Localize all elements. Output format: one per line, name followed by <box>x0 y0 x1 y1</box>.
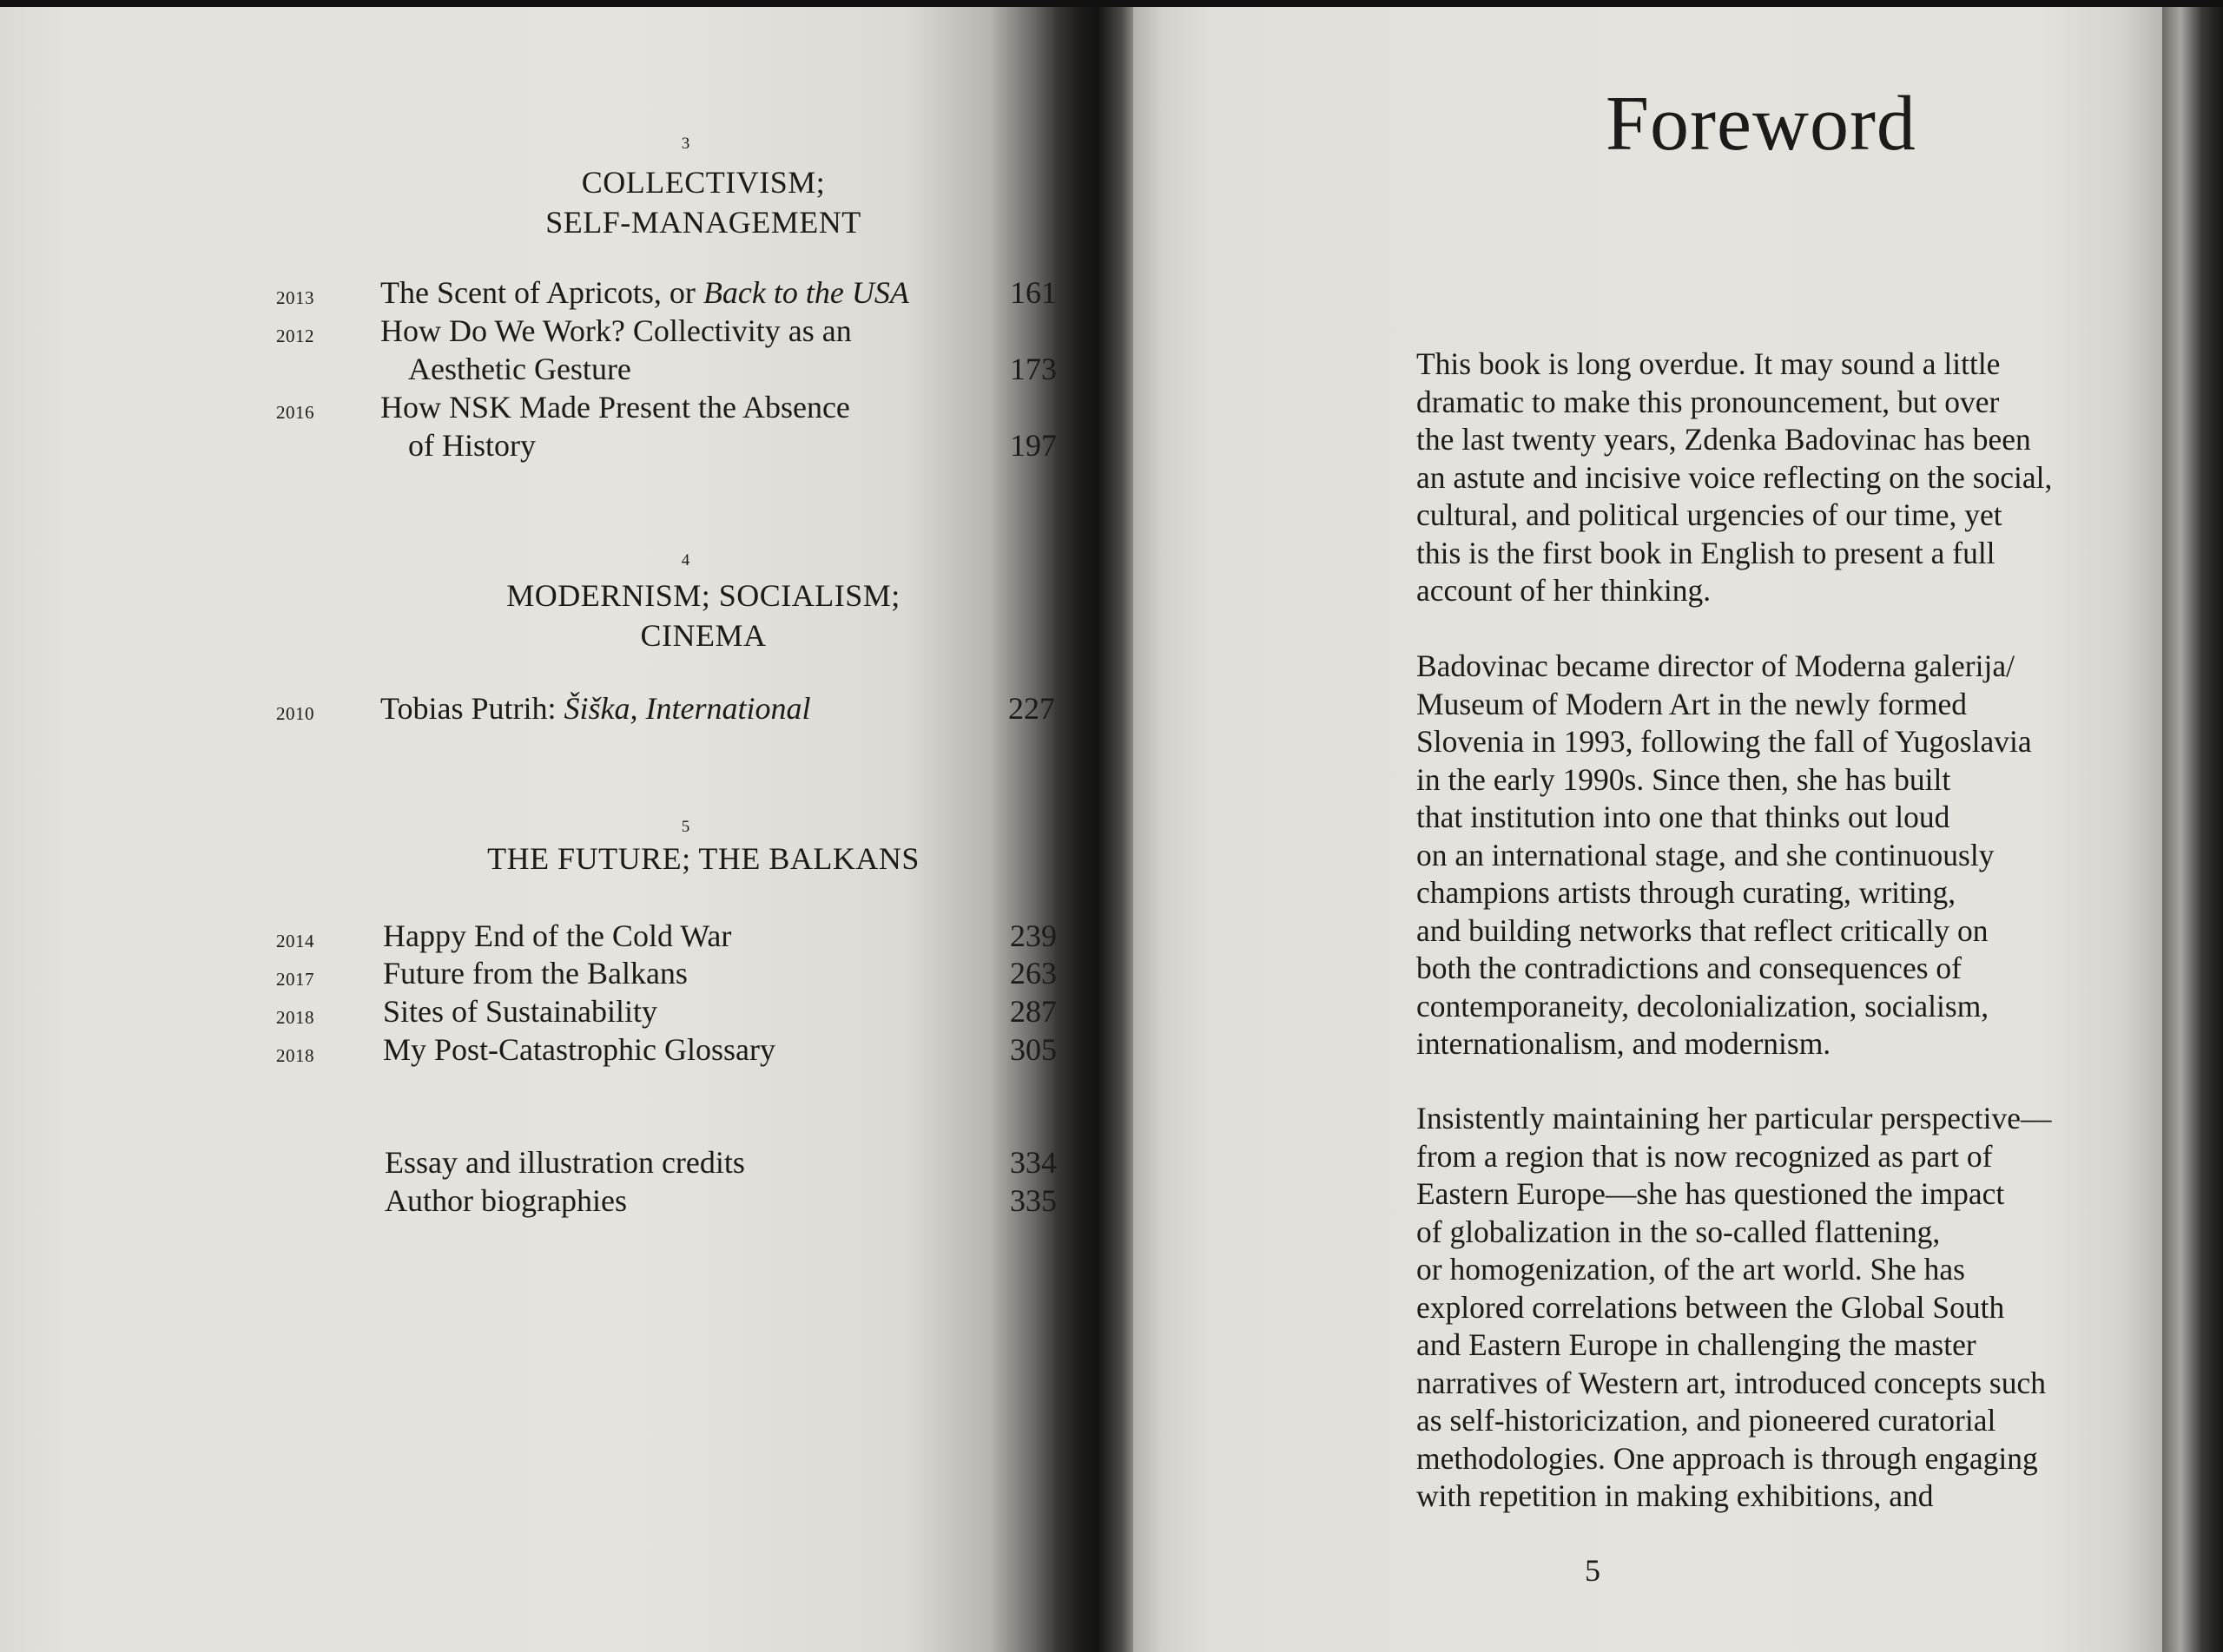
entry-year: 2013 <box>276 287 314 308</box>
section-title-line: SELF-MANAGEMENT <box>545 205 861 240</box>
title-part: The Scent of Apricots, or <box>380 275 703 310</box>
text-line: Slovenia in 1993, following the fall of Yugoslavia <box>1416 724 2032 759</box>
title-part-italic: Šiška, International <box>564 691 811 726</box>
text-line: and Eastern Europe in challenging the master <box>1416 1327 1976 1362</box>
text-line: explored correlations between the Global South <box>1416 1289 2005 1325</box>
entry-page-number: 335 <box>1010 1183 1057 1218</box>
toc-entry-title[interactable] <box>380 273 909 312</box>
entry-year: 2010 <box>276 703 314 724</box>
toc-entry-title[interactable] <box>383 1030 775 1069</box>
section-title-line: THE FUTURE; THE BALKANS <box>487 841 920 876</box>
text-line: an astute and incisive voice reflecting on the social, <box>1416 459 2053 495</box>
page-heading: Foreword <box>1606 81 1916 167</box>
entry-page-number: 263 <box>1010 956 1057 991</box>
text-line: in the early 1990s. Since then, she has built <box>1416 761 1951 797</box>
title-part: Sites of Sustainability <box>383 994 658 1029</box>
entry-page-number: 239 <box>1010 918 1057 953</box>
text-line: account of her thinking. <box>1416 573 1712 608</box>
title-part: How Do We Work? Collectivity as an <box>380 313 852 348</box>
entry-page-number: 305 <box>1010 1032 1057 1067</box>
title-part: My Post-Catastrophic Glossary <box>383 1032 775 1067</box>
entry-page-number: 334 <box>1010 1145 1057 1180</box>
toc-entry-title[interactable] <box>383 992 657 1030</box>
foreword-paragraph <box>1416 1100 2137 1516</box>
text-line: with repetition in making exhibitions, and <box>1416 1478 1934 1513</box>
toc-entry-title[interactable] <box>380 689 810 727</box>
text-line: methodologies. One approach is through engaging <box>1416 1440 2038 1476</box>
text-line: champions artists through curating, writing, <box>1416 875 1956 910</box>
text-line: narratives of Western art, introduced concepts such <box>1416 1365 2046 1400</box>
title-part-italic: Back to the USA <box>703 275 909 310</box>
text-line: internationalism, and modernism. <box>1416 1026 1831 1061</box>
section-title <box>504 162 903 242</box>
section-title-line: CINEMA <box>640 618 767 653</box>
entry-year: 2016 <box>276 402 314 423</box>
text-line: Eastern Europe—she has questioned the impact <box>1416 1176 2005 1211</box>
title-part: Future from the Balkans <box>383 956 688 991</box>
text-line: contemporaneity, decolonialization, socialism, <box>1416 988 1989 1023</box>
text-line: both the contradictions and consequences of <box>1416 951 1962 985</box>
toc-backmatter-title[interactable]: Essay and illustration credits <box>385 1145 745 1180</box>
section-title <box>443 576 964 655</box>
toc-entry-title-cont: Aesthetic Gesture <box>408 352 631 386</box>
entry-page-number: 287 <box>1010 994 1057 1029</box>
section-number: 3 <box>681 135 691 153</box>
text-line: Museum of Modern Art in the newly formed <box>1416 686 1967 721</box>
entry-page-number: 197 <box>1010 428 1057 463</box>
entry-page-number: 173 <box>1010 352 1057 386</box>
toc-entry-title[interactable] <box>383 917 731 955</box>
top-edge <box>0 0 2223 7</box>
page-number: 5 <box>1585 1553 1600 1588</box>
text-line: dramatic to make this pronouncement, but over <box>1416 384 2000 419</box>
entry-year: 2012 <box>276 326 314 346</box>
page-edge-shadow <box>2162 0 2223 1652</box>
text-line: Badovinac became director of Moderna galerija/ <box>1416 648 2015 683</box>
text-line: as self-historicization, and pioneered curatorial <box>1416 1403 1996 1438</box>
entry-page-number: 161 <box>1010 275 1057 310</box>
text-line: that institution into one that thinks out loud <box>1416 800 1950 834</box>
toc-entry-title-cont: of History <box>408 428 536 463</box>
text-line: or homogenization, of the art world. She has <box>1416 1252 1965 1287</box>
title-part: Happy End of the Cold War <box>383 918 732 953</box>
text-line: from a region that is now recognized as part of <box>1416 1138 1993 1174</box>
title-part: How NSK Made Present the Absence <box>380 390 850 425</box>
section-number: 5 <box>681 818 691 836</box>
section-title-line: COLLECTIVISM; <box>581 165 826 200</box>
title-part: Tobias Putrih: <box>380 691 564 726</box>
foreword-paragraph <box>1416 346 2137 610</box>
entry-page-number: 227 <box>1008 691 1055 726</box>
text-line: on an international stage, and she continuously <box>1416 837 1995 872</box>
text-line: and building networks that reflect critically on <box>1416 912 1989 948</box>
text-line: Insistently maintaining her particular perspective— <box>1416 1101 2052 1135</box>
text-line: cultural, and political urgencies of our time, yet <box>1416 497 2002 532</box>
section-number: 4 <box>681 551 691 569</box>
entry-year: 2018 <box>276 1045 314 1066</box>
section-title <box>417 839 990 879</box>
toc-entry-title[interactable] <box>380 388 850 426</box>
entry-year: 2014 <box>276 931 314 951</box>
entry-year: 2017 <box>276 969 314 990</box>
toc-entry-title[interactable] <box>383 954 688 992</box>
toc-backmatter-title[interactable]: Author biographies <box>385 1183 627 1218</box>
entry-year: 2018 <box>276 1007 314 1028</box>
toc-entry-title[interactable] <box>380 312 852 350</box>
foreword-paragraph <box>1416 648 2137 1063</box>
text-line: This book is long overdue. It may sound a little <box>1416 346 2001 381</box>
text-line: this is the first book in English to present a full <box>1416 535 1995 570</box>
section-title-line: MODERNISM; SOCIALISM; <box>506 578 900 613</box>
text-line: the last twenty years, Zdenka Badovinac has been <box>1416 422 2031 457</box>
book-gutter <box>1055 0 1133 1652</box>
text-line: of globalization in the so-called flattening, <box>1416 1214 1941 1249</box>
